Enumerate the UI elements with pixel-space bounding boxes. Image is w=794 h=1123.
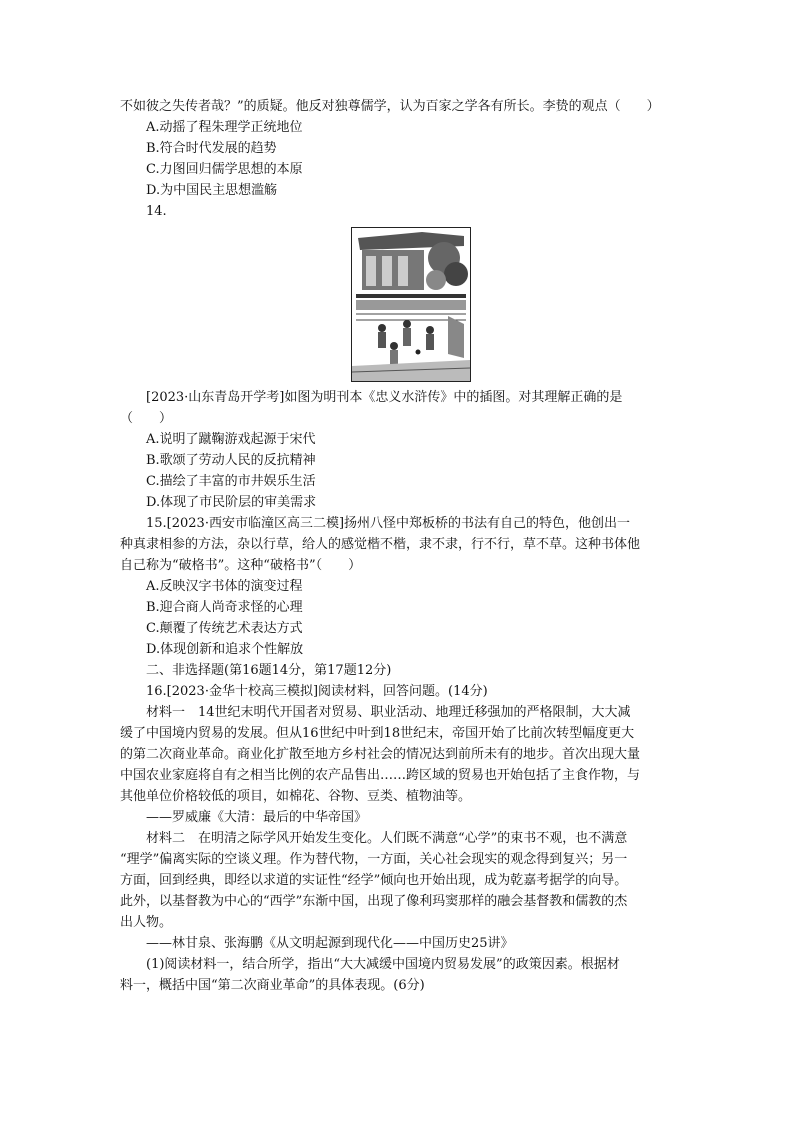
q13-option-d: D.为中国民主思想滥觞 — [146, 183, 278, 198]
q16-sub1-line2: 料一，概括中国“第二次商业革命”的具体表现。(6分) — [120, 978, 425, 993]
q15-option-c: C.颠覆了传统艺术表达方式 — [146, 621, 303, 636]
q15-stem-line1: 15.[2023·西安市临潼区高三二模]扬州八怪中郑板桥的书法有自己的特色，他创出一 — [146, 516, 631, 531]
q14-number: 14. — [146, 204, 167, 219]
material1-line4: 中国农业家庭将自有之相当比例的农产品售出……跨区域的贸易也开始包括了主食作物，与 — [120, 768, 641, 783]
q14-option-b: B.歌颂了劳动人民的反抗精神 — [146, 453, 316, 468]
q15-stem-line3: 自己称为“破格书”。这种“破格书”（ ） — [120, 558, 362, 573]
q14-option-a: A.说明了蹴鞠游戏起源于宋代 — [146, 432, 316, 447]
material2-line5: 出人物。 — [120, 915, 173, 930]
material2-line2: “理学”偏离实际的空谈义理。作为替代物，一方面，关心社会现实的观念得到复兴；另一 — [120, 852, 628, 867]
q14-option-c: C.描绘了丰富的市井娱乐生活 — [146, 474, 316, 489]
q14-stem-line2: （ ） — [120, 411, 173, 426]
q13-option-c: C.力图回归儒学思想的本原 — [146, 162, 303, 177]
q15-option-a: A.反映汉字书体的演变过程 — [146, 579, 303, 594]
q14-stem-line1: [2023·山东青岛开学考]如图为明刊本《忠义水浒传》中的插图。对其理解正确的是 — [146, 390, 623, 405]
q15-option-b: B.迎合商人尚奇求怪的心理 — [146, 600, 303, 615]
q16-stem: 16.[2023·金华十校高三模拟]阅读材料，回答问题。(14分) — [146, 684, 488, 699]
material1-source: ——罗威廉《大清：最后的中华帝国》 — [146, 810, 368, 825]
material1-line3: 的第二次商业革命。商业化扩散至地方乡村社会的情况达到前所未有的地步。首次出现大量 — [120, 747, 641, 762]
q13-option-b: B.符合时代发展的趋势 — [146, 141, 277, 156]
material2-line1: 材料二 在明清之际学风开始发生变化。人们既不满意“心学”的束书不观，也不满意 — [146, 831, 628, 846]
material1-line1: 材料一 14世纪末明代开国者对贸易、职业活动、地理迁移强加的严格限制，大大减 — [146, 705, 631, 720]
material2-source: ——林甘泉、张海鹏《从文明起源到现代化——中国历史25讲》 — [146, 936, 514, 951]
q15-stem-line2: 种真隶相参的方法，杂以行草，给人的感觉楷不楷，隶不隶，行不行，草不草。这种书体他 — [120, 537, 641, 552]
q15-option-d: D.体现创新和追求个性解放 — [146, 642, 304, 657]
q16-sub1-line1: (1)阅读材料一，结合所学，指出“大大减缓中国境内贸易发展”的政策因素。根据材 — [146, 957, 620, 972]
water-margin-illustration — [351, 227, 471, 382]
q14-option-d: D.体现了市民阶层的审美需求 — [146, 495, 317, 510]
material2-line4: 此外，以基督教为中心的“西学”东渐中国，出现了像利玛窦那样的融会基督教和儒教的杰 — [120, 894, 628, 909]
material1-line5: 其他单位价格较低的项目，如棉花、谷物、豆类、植物油等。 — [120, 789, 472, 804]
section-heading: 二、非选择题(第16题14分，第17题12分) — [146, 663, 392, 678]
material2-line3: 方面，回到经典，即经以求道的实证性“经学”倾向也开始出现，成为乾嘉考据学的向导。 — [120, 873, 628, 888]
intro-line: 不如彼之失传者哉？”的质疑。他反对独尊儒学，认为百家之学各有所长。李贽的观点（ ） — [120, 99, 660, 114]
q13-option-a: A.动摇了程朱理学正统地位 — [146, 120, 303, 135]
material1-line2: 缓了中国境内贸易的发展。但从16世纪中叶到18世纪末，帝国开始了比前次转型幅度更大 — [120, 726, 635, 741]
